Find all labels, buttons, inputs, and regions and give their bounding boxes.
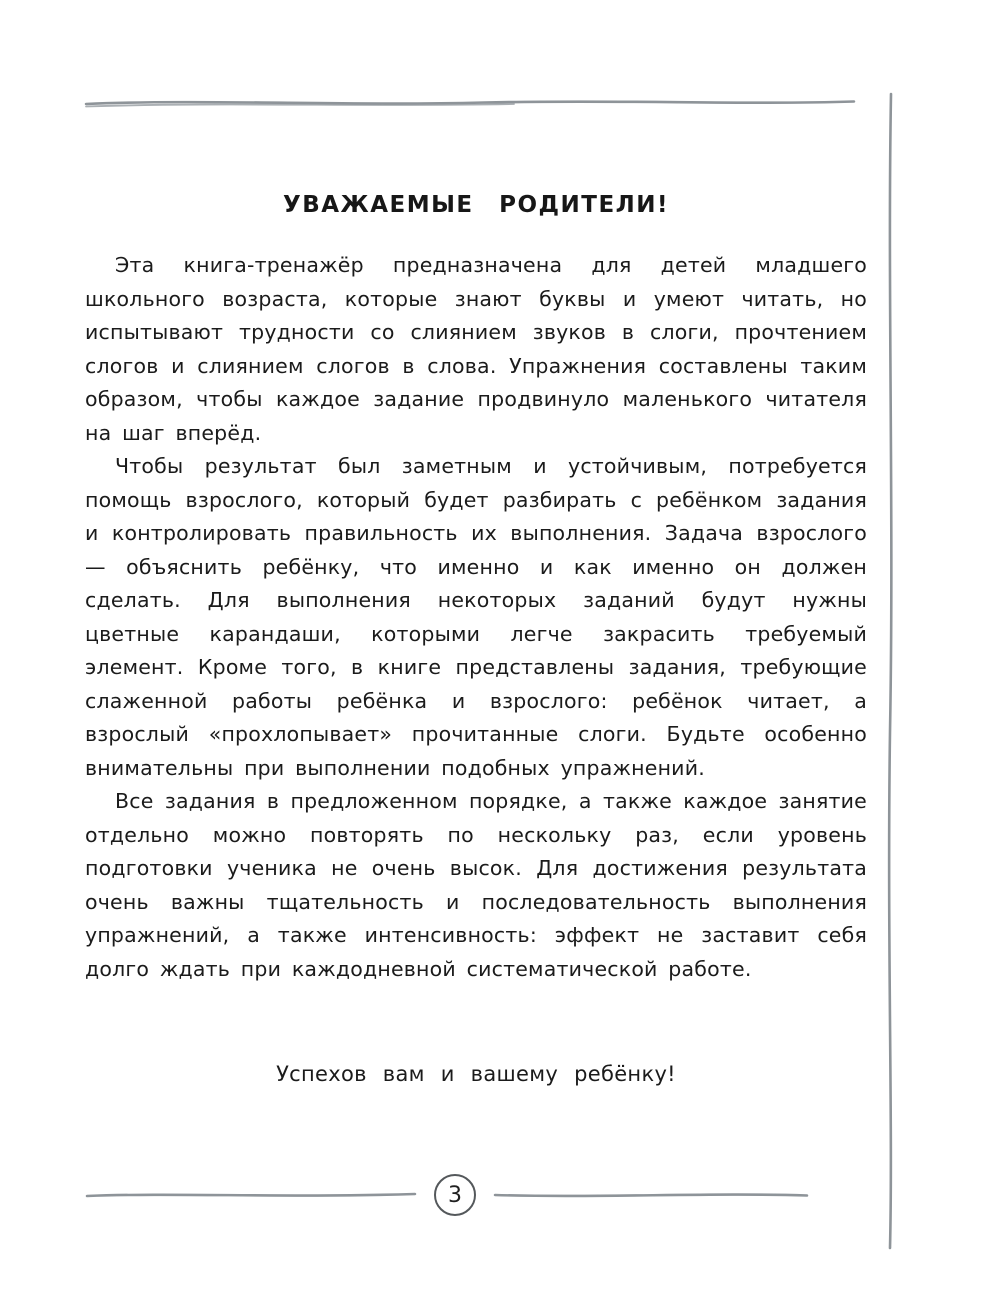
footer-left-stroke (85, 1189, 417, 1201)
footer-right-stroke (493, 1189, 809, 1201)
right-border-stroke (884, 92, 898, 1250)
page-number-badge (434, 1174, 476, 1216)
footer-divider-left (85, 1189, 417, 1201)
top-divider-line (84, 96, 856, 110)
page-number: 3 (448, 1182, 462, 1208)
page-footer (85, 1170, 857, 1220)
body-text (85, 249, 867, 986)
right-border-line (884, 92, 898, 1250)
page-title: УВАЖАЕМЫЕ РОДИТЕЛИ! (282, 192, 670, 218)
paragraph-adult-help: Чтобы результат был заметным и устойчивым, потребуется помощь взрослого, который будет разбирать с ребёнком задания и контролировать правильность их выполнения. Задача взрослого — объяснить ребёнку, что именно и как именно он должен сделать. Для выполнения некоторых заданий будут нужны цветные карандаши, которыми легче закрасить требуемый элемент. Кроме того, в книге представлены задания, требующие слаженной работы ребёнка и взрослого: ребёнок читает, а взрослый «прохлопывает» прочитанные слоги. Будьте особенно внимательны при выполнении подобных упражнений. (85, 454, 867, 780)
paragraph-intro: Эта книга-тренажёр предназначена для детей младшего школьного возраста, которые знают буквы и умеют читать, но испытывают трудности со слиянием звуков в слоги, прочтением слогов и слиянием слогов в слова. Упражнения составлены таким образом, чтобы каждое задание продвинуло маленького читателя на шаг вперёд. (85, 253, 867, 445)
top-divider-stroke (84, 96, 856, 110)
footer-divider-right (493, 1189, 809, 1201)
closing-line: Успехов вам и вашему ребёнку! (276, 1062, 676, 1086)
paragraph-practice: Все задания в предложенном порядке, а также каждое занятие отдельно можно повторять по нескольку раз, если уровень подготовки ученика не очень высок. Для достижения результата очень важны тщательность и последовательность выполнения упражнений, а также интенсивность: эффект не заставит себя долго ждать при каждодневной систематической работе. (85, 789, 867, 981)
